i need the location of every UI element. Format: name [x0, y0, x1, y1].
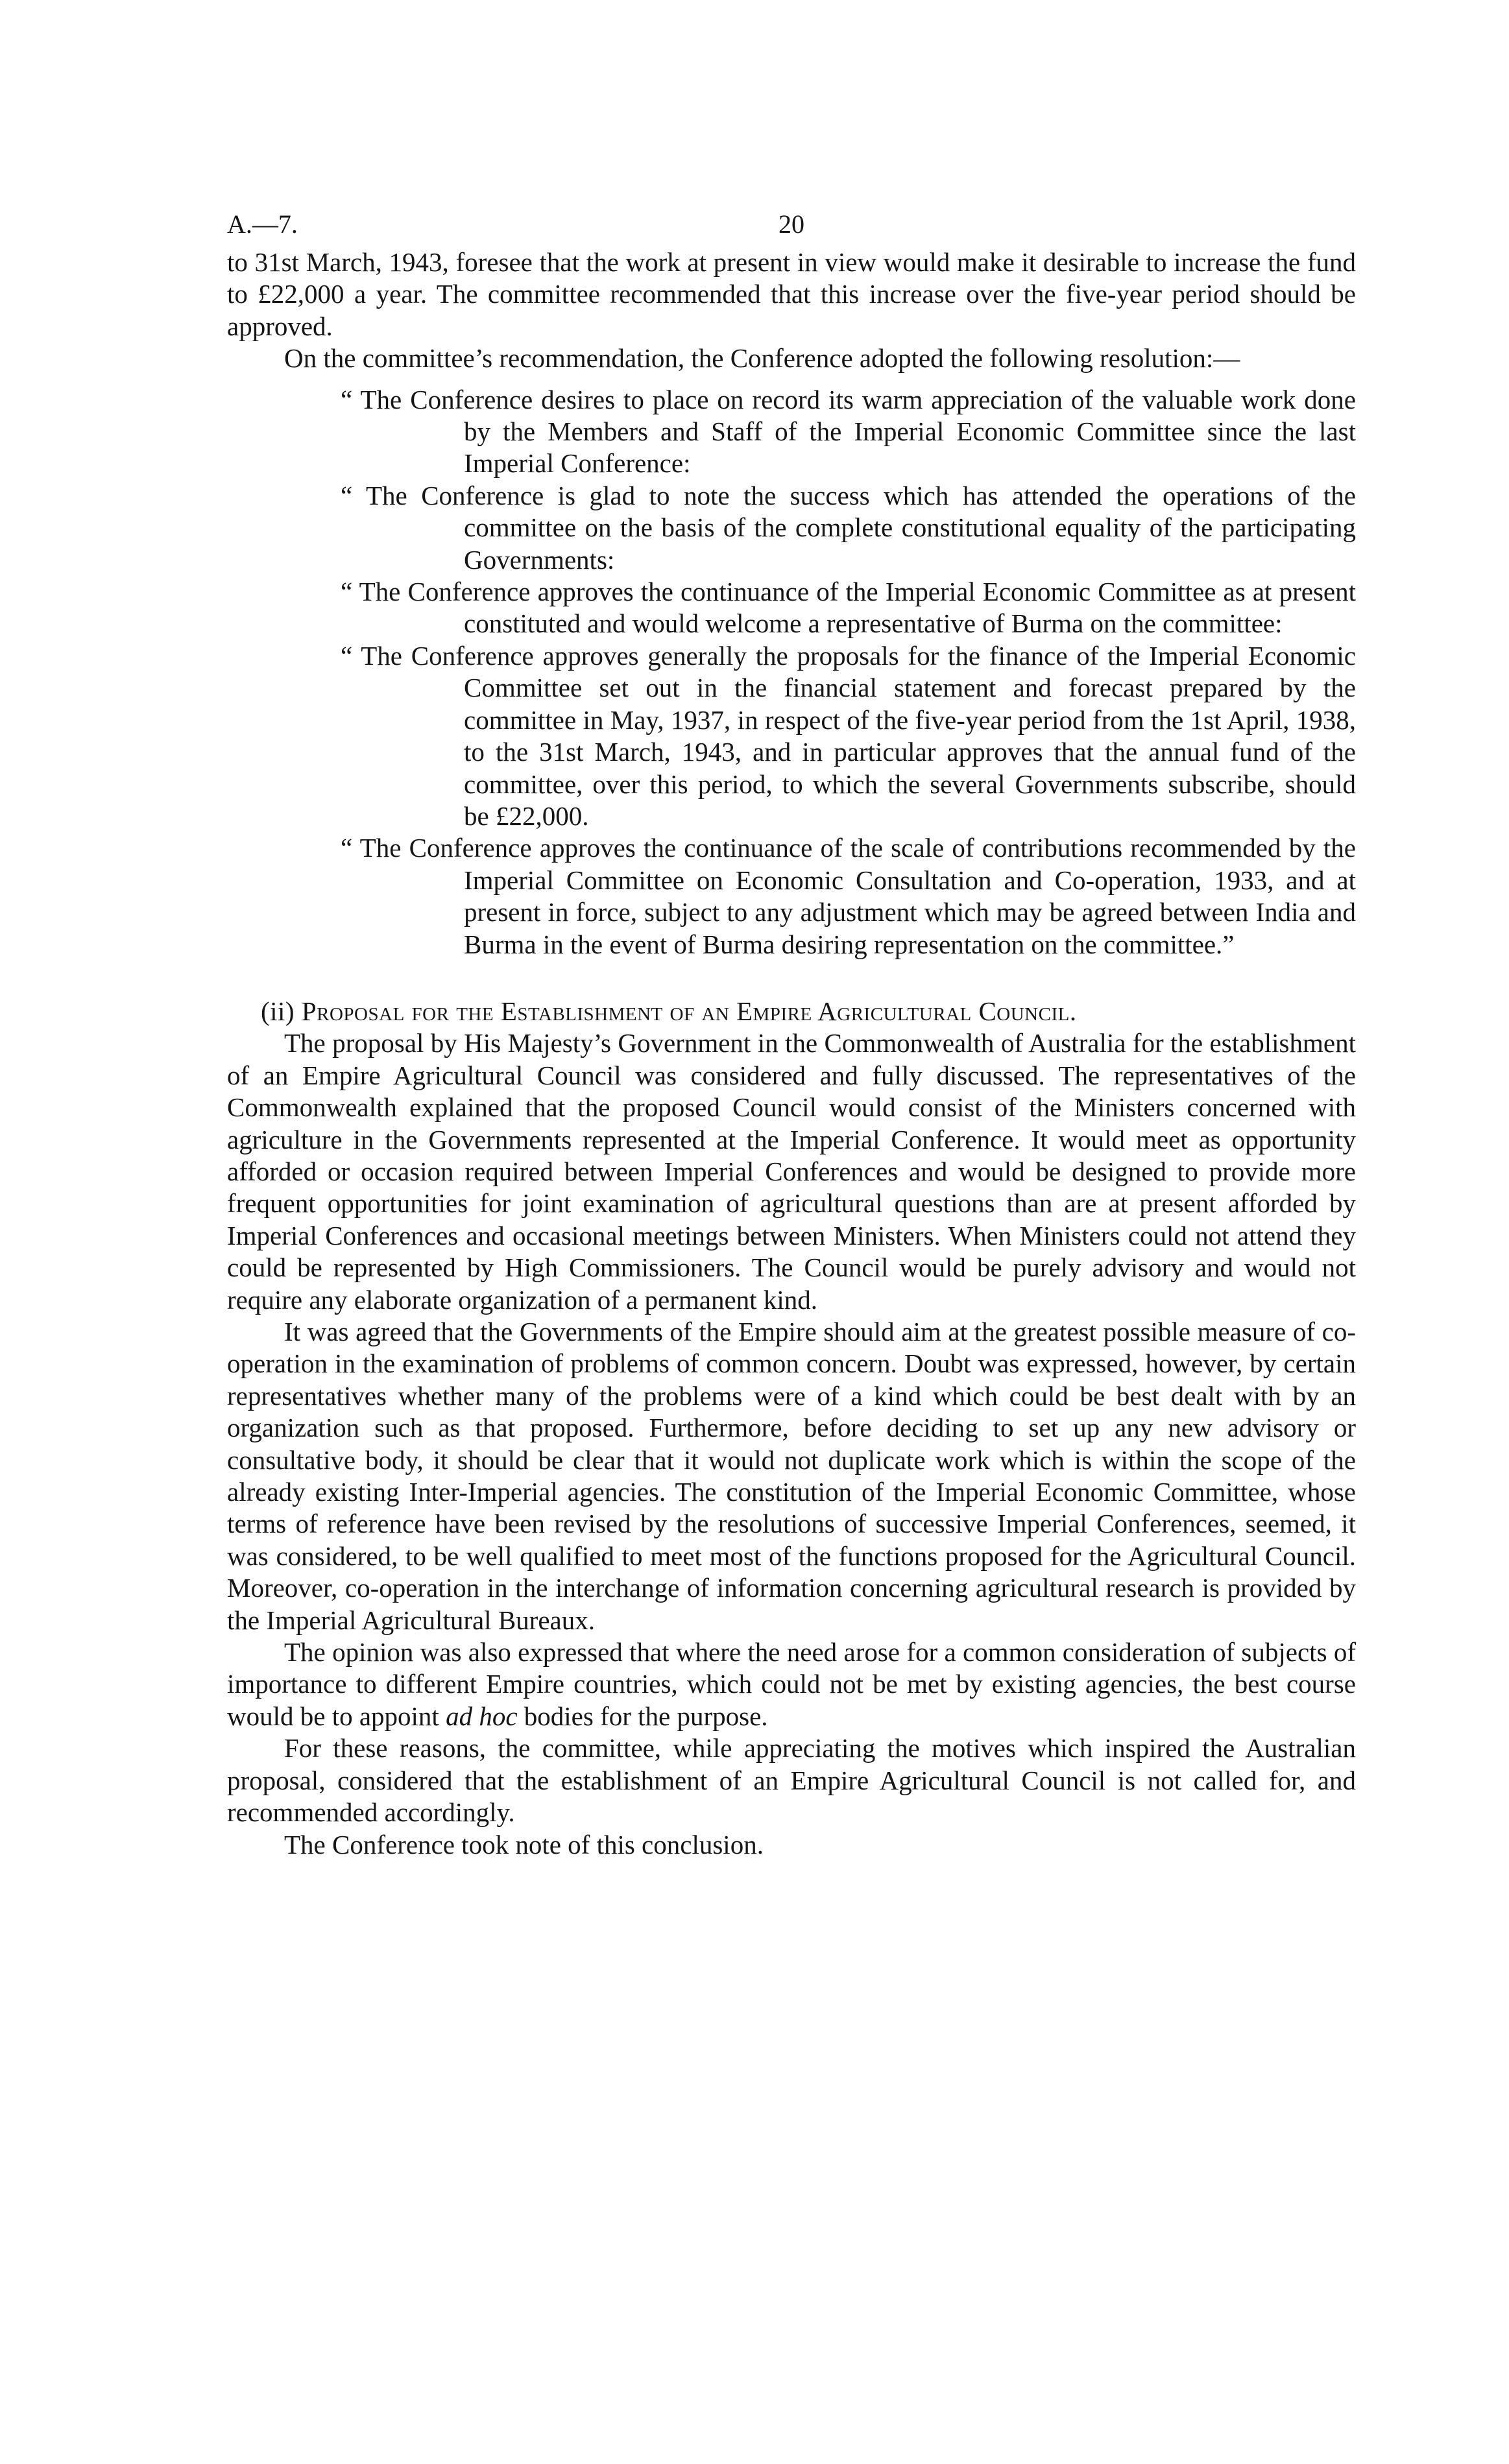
resolution-list	[341, 384, 1356, 961]
paragraph-conclusion: The Conference took note of this conclusion.	[284, 1829, 764, 1860]
paragraph-proposal: The proposal by His Majesty’s Government in the Commonwealth of Australia for the establishment of an Empire Agricultural Council was considered and fully discussed. The representatives of the Commonwealth explained that the proposed Council would consist of the Ministers concerned with agriculture in the Governments represented at the Imperial Conference. It would meet as opportunity afforded or occasion required between Imperial Conferences and would be designed to provide more frequent opportunities for joint examination of agricultural questions than are at present afforded by Imperial Conferences and occasional meetings between Ministers. When Ministers could not attend they could be represented by High Commissioners. The Council would be purely advisory and would not require any elaborate organization of a permanent kind.	[227, 1028, 1356, 1315]
paragraph-agreement: It was agreed that the Governments of the Empire should aim at the greatest possible measure of co-operation in the examination of problems of common concern. Doubt was expressed, however, by certain representatives whether many of the problems were of a kind which could be best dealt with by an organization such as that proposed. Furthermore, before deciding to set up any new advisory or consultative body, it should be clear that it would not duplicate work which is within the scope of the already existing Inter-Imperial agencies. The constitution of the Imperial Economic Committee, whose terms of reference have been revised by the resolutions of successive Imperial Conferences, seemed, it was considered, to be well qualified to meet most of the functions proposed for the Agricultural Council. Moreover, co-operation in the interchange of information concerning agricultural research is provided by the Imperial Agricultural Bureaux.	[227, 1317, 1356, 1635]
resolution-item: “ The Conference approves generally the proposals for the finance of the Imperial Economic Committee set out in the financial statement and forecast prepared by the committee in May, 1937, in respect of the five-year period from the 1st April, 1938, to the 31st March, 1943, and in particular approves that the annual fund of the committee, over this period, to which the several Governments subscribe, should be £22,000.	[341, 640, 1356, 831]
italic-term: ad hoc	[446, 1701, 518, 1731]
document-reference: A.—7.	[227, 209, 298, 239]
opinion-text-end: bodies for the purpose.	[517, 1701, 768, 1731]
resolution-item: “ The Conference approves the continuance of the Imperial Economic Committee as at present constituted and would welcome a representative of Burma on the committee:	[341, 577, 1356, 639]
opinion-text: The opinion was also expressed that where the need arose for a common consideration of subjects of importance to different Empire countries, which could not be met by existing agencies, the best course would be to appoint	[227, 1637, 1356, 1731]
section-number: (ii)	[261, 996, 295, 1026]
resolution-item: “ The Conference is glad to note the success which has attended the operations of the committee on the basis of the complete constitutional equality of the participating Governments:	[341, 480, 1356, 575]
page-body	[227, 246, 1356, 1861]
section-title: Proposal for the Establishment of an Empire Agricultural Council.	[301, 996, 1077, 1026]
paragraph-reasons: For these reasons, the committee, while appreciating the motives which inspired the Australian proposal, considered that the establishment of an Empire Agricultural Council is not called for, and recommended accordingly.	[227, 1733, 1356, 1828]
paragraph-opinion	[227, 1636, 1356, 1732]
resolution-item: “ The Conference approves the continuance of the scale of contributions recommended by the Imperial Committee on Economic Consultation and Co-operation, 1933, and at present in force, subject to any adjustment which may be agreed between India and Burma in the event of Burma desiring representation on the committee.”	[341, 833, 1356, 959]
section-heading	[227, 996, 1356, 1027]
paragraph-resolution-intro: On the committee’s recommendation, the Conference adopted the following resolution:—	[284, 343, 1240, 374]
paragraph-continuation: to 31st March, 1943, foresee that the work at present in view would make it desirable to increase the fund to £22,000 a year. The committee recommended that this increase over the five-year period should be approved.	[227, 247, 1356, 341]
page-header	[227, 209, 1356, 248]
resolution-item: “ The Conference desires to place on record its warm appreciation of the valuable work done by the Members and Staff of the Imperial Economic Committee since the last Imperial Conference:	[341, 384, 1356, 479]
page-number: 20	[779, 209, 804, 239]
